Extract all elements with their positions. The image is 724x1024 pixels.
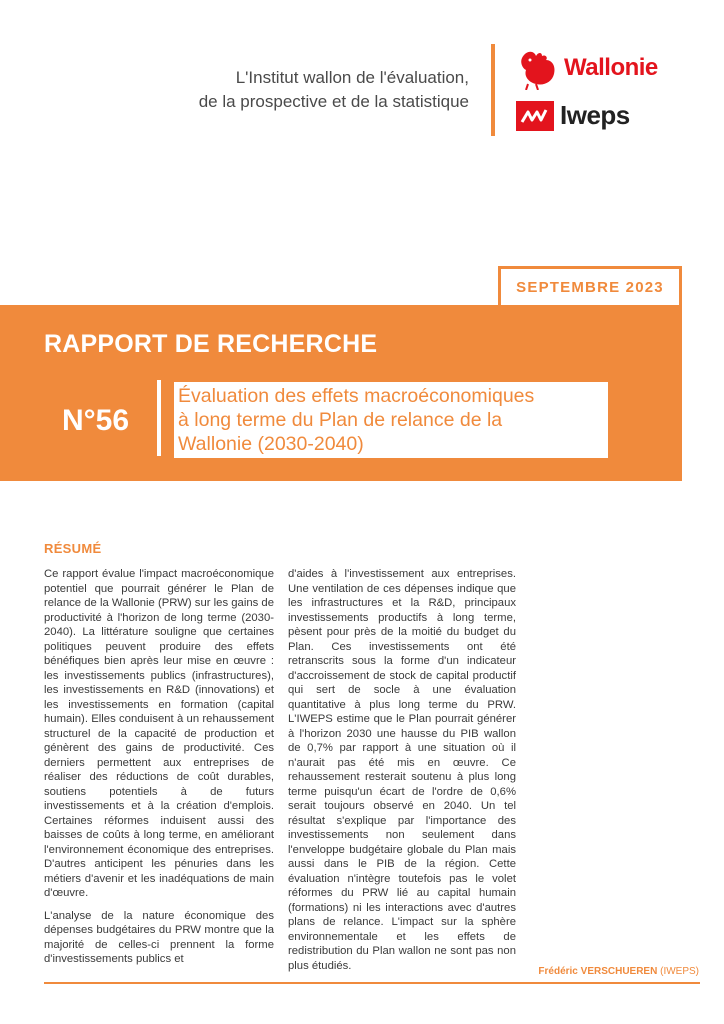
report-title-box: [174, 382, 608, 458]
number-divider: [157, 380, 161, 456]
author-affiliation: (IWEPS): [660, 966, 699, 977]
wallonie-logo: [516, 46, 658, 90]
report-title-line-2: à long terme du Plan de relance de la: [178, 409, 503, 431]
rooster-icon: [516, 46, 560, 90]
header-divider: [491, 44, 495, 136]
iweps-logo-text: Iweps: [560, 100, 630, 130]
institute-line-2: de la prospective et de la statistique: [198, 92, 469, 111]
institute-tagline: [199, 66, 469, 114]
footer-rule: [44, 982, 700, 984]
institute-line-1: L'Institut wallon de l'évaluation,: [235, 68, 469, 87]
iweps-wave-icon: [516, 101, 554, 131]
date-badge: [498, 266, 682, 308]
report-type: RAPPORT DE RECHERCHE: [44, 330, 378, 358]
author-credit: [538, 966, 699, 977]
report-title-line-3: Wallonie (2030-2040): [178, 433, 364, 455]
author-name: Frédéric VERSCHUEREN: [538, 966, 658, 977]
resume-paragraph: L'analyse de la nature économique des dépenses budgétaires du PRW montre que la majorité de celles-ci prennent la forme d'investissements publics et: [44, 909, 274, 965]
resume-column-1: [44, 567, 274, 975]
date-text: SEPTEMBRE 2023: [501, 269, 679, 305]
wallonie-logo-text: Wallonie: [564, 54, 658, 81]
iweps-logo: [516, 100, 630, 131]
report-title-line-1: Évaluation des effets macroéconomiques: [178, 385, 535, 407]
resume-paragraph: Ce rapport évalue l'impact macroéconomique potentiel que pourrait générer le Plan de relance de la Wallonie (PRW) sur les gains de productivité à l'horizon de long terme (2030-2040). La littérature souligne que certaines politiques peuvent produire des effets bénéfiques bien après leur mise en œuvre : les investissements publics (infrastructures), les investissements en R&D (innovations) et les investissements en formation (capital humain). Elles conduisent à un rehaussement structurel de la capacité de production et génèrent des gains de productivité. Ces derniers permettent aux entreprises de réaliser des réductions de coût durables, soutiens potentiels à de futurs investissements et à la création d'emplois. Certaines réformes induisent aussi des baisses de coûts à long terme, en améliorant l'environnement économique des entreprises. D'autres anticipent les pénuries dans les métiers d'avenir et les inadéquations de main d'œuvre.: [44, 568, 274, 899]
report-title: [178, 384, 604, 456]
report-number: N°56: [62, 404, 130, 437]
resume-column-2: [288, 567, 516, 981]
resume-heading: RÉSUMÉ: [44, 541, 102, 556]
resume-paragraph: d'aides à l'investissement aux entreprises. Une ventilation de ces dépenses indique que les infrastructures et la R&D, principaux investissements productifs à long terme, pèsent pour près de la moitié du budget du Plan. Ces investissements ont été retranscrits sous la forme d'un indicateur d'accroissement de stock de capital productif qui sert de socle à une évaluation quantitative à plus long terme du PRW. L'IWEPS estime que le Plan pourrait générer à l'horizon 2030 une hausse du PIB wallon de 0,7% par rapport à une situation où il n'aurait pas été mis en œuvre. Ce rehaussement resterait soutenu à plus long terme puisqu'un écart de l'ordre de 0,6% serait toujours observé en 2040. Un tel résultat s'explique par l'importance des investissements non seulement dans l'enveloppe budgétaire globale du Plan mais aussi dans le PIB de la région. Cette évaluation n'intègre toutefois pas le volet réformes du PRW lié au capital humain (formations) ni les interactions avec d'autres plans de relance. L'impact sur la sphère environnementale et les effets de redistribution du Plan wallon ne sont pas non plus étudiés.: [288, 568, 516, 972]
